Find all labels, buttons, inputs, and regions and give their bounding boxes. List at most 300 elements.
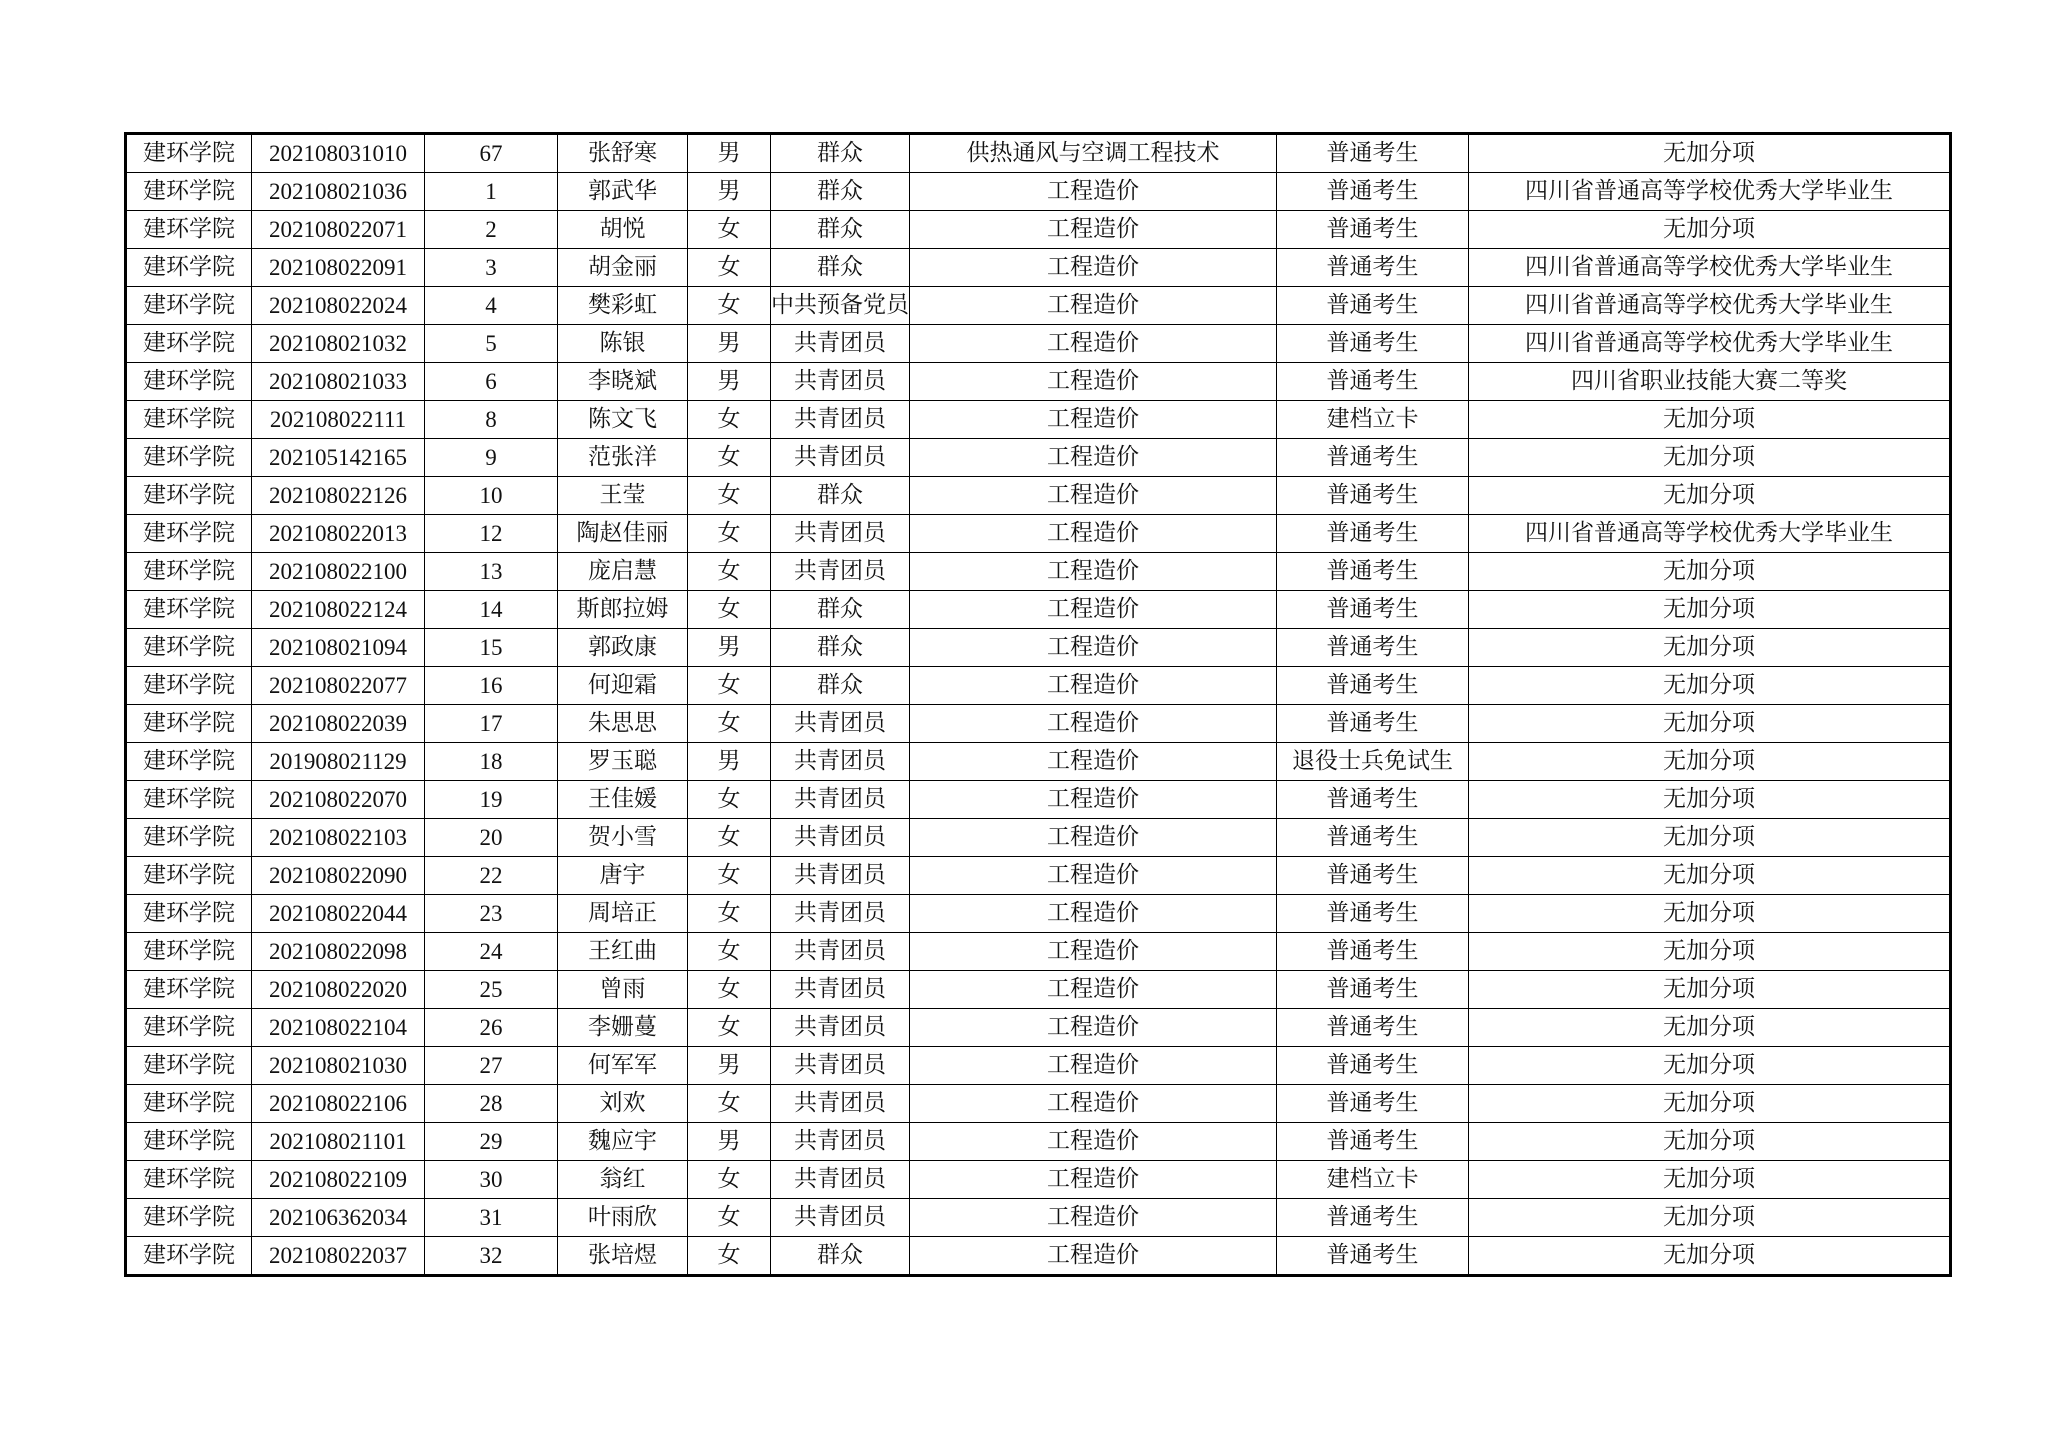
candidate-type-cell: 普通考生 [1277, 553, 1469, 591]
major-cell: 工程造价 [910, 1047, 1277, 1085]
college-cell: 建环学院 [126, 667, 252, 705]
student-id-cell: 202108022124 [252, 591, 425, 629]
gender-cell: 男 [688, 1047, 771, 1085]
name-cell: 周培正 [558, 895, 688, 933]
major-cell: 工程造价 [910, 819, 1277, 857]
bonus-item-cell: 四川省职业技能大赛二等奖 [1469, 363, 1951, 401]
table-row [126, 249, 1951, 287]
candidate-type-cell: 普通考生 [1277, 515, 1469, 553]
bonus-item-cell: 无加分项 [1469, 1085, 1951, 1123]
student-id-cell: 202108022024 [252, 287, 425, 325]
gender-cell: 女 [688, 895, 771, 933]
table-row [126, 743, 1951, 781]
political-status-cell: 共青团员 [771, 705, 910, 743]
table-row [126, 971, 1951, 1009]
table-row [126, 819, 1951, 857]
gender-cell: 女 [688, 933, 771, 971]
candidate-type-cell: 普通考生 [1277, 1085, 1469, 1123]
table-row [126, 591, 1951, 629]
candidate-type-cell: 普通考生 [1277, 477, 1469, 515]
bonus-item-cell: 无加分项 [1469, 781, 1951, 819]
gender-cell: 女 [688, 1085, 771, 1123]
bonus-item-cell: 无加分项 [1469, 971, 1951, 1009]
major-cell: 工程造价 [910, 515, 1277, 553]
college-cell: 建环学院 [126, 325, 252, 363]
political-status-cell: 共青团员 [771, 819, 910, 857]
name-cell: 罗玉聪 [558, 743, 688, 781]
college-cell: 建环学院 [126, 553, 252, 591]
political-status-cell: 共青团员 [771, 1047, 910, 1085]
table-row [126, 781, 1951, 819]
student-id-cell: 202108022077 [252, 667, 425, 705]
name-cell: 王红曲 [558, 933, 688, 971]
gender-cell: 女 [688, 781, 771, 819]
political-status-cell: 共青团员 [771, 439, 910, 477]
table-row [126, 211, 1951, 249]
candidate-type-cell: 普通考生 [1277, 1047, 1469, 1085]
bonus-item-cell: 无加分项 [1469, 667, 1951, 705]
rank-cell: 67 [425, 134, 558, 173]
political-status-cell: 群众 [771, 173, 910, 211]
major-cell: 工程造价 [910, 857, 1277, 895]
rank-cell: 10 [425, 477, 558, 515]
political-status-cell: 群众 [771, 591, 910, 629]
major-cell: 工程造价 [910, 591, 1277, 629]
political-status-cell: 共青团员 [771, 1199, 910, 1237]
candidate-type-cell: 普通考生 [1277, 439, 1469, 477]
political-status-cell: 共青团员 [771, 1085, 910, 1123]
table-row [126, 325, 1951, 363]
political-status-cell: 共青团员 [771, 401, 910, 439]
student-id-cell: 202108022070 [252, 781, 425, 819]
gender-cell: 男 [688, 629, 771, 667]
bonus-item-cell: 无加分项 [1469, 134, 1951, 173]
candidate-type-cell: 普通考生 [1277, 781, 1469, 819]
rank-cell: 23 [425, 895, 558, 933]
name-cell: 何军军 [558, 1047, 688, 1085]
student-id-cell: 202108022013 [252, 515, 425, 553]
major-cell: 工程造价 [910, 173, 1277, 211]
name-cell: 李晓斌 [558, 363, 688, 401]
name-cell: 唐宇 [558, 857, 688, 895]
rank-cell: 13 [425, 553, 558, 591]
name-cell: 陶赵佳丽 [558, 515, 688, 553]
bonus-item-cell: 无加分项 [1469, 591, 1951, 629]
rank-cell: 16 [425, 667, 558, 705]
gender-cell: 女 [688, 249, 771, 287]
college-cell: 建环学院 [126, 629, 252, 667]
gender-cell: 女 [688, 971, 771, 1009]
bonus-item-cell: 无加分项 [1469, 705, 1951, 743]
candidate-type-cell: 普通考生 [1277, 819, 1469, 857]
table-row [126, 1085, 1951, 1123]
name-cell: 王莹 [558, 477, 688, 515]
candidate-type-cell: 普通考生 [1277, 211, 1469, 249]
table-row [126, 553, 1951, 591]
student-id-cell: 202108021101 [252, 1123, 425, 1161]
major-cell: 工程造价 [910, 743, 1277, 781]
name-cell: 张培煜 [558, 1237, 688, 1276]
candidate-type-cell: 建档立卡 [1277, 401, 1469, 439]
student-id-cell: 202108022098 [252, 933, 425, 971]
candidate-type-cell: 普通考生 [1277, 134, 1469, 173]
table-row [126, 1123, 1951, 1161]
student-id-cell: 202108022039 [252, 705, 425, 743]
political-status-cell: 共青团员 [771, 895, 910, 933]
major-cell: 工程造价 [910, 705, 1277, 743]
gender-cell: 女 [688, 1009, 771, 1047]
rank-cell: 26 [425, 1009, 558, 1047]
gender-cell: 女 [688, 1161, 771, 1199]
student-id-cell: 202108022037 [252, 1237, 425, 1276]
major-cell: 工程造价 [910, 325, 1277, 363]
rank-cell: 1 [425, 173, 558, 211]
gender-cell: 男 [688, 325, 771, 363]
table-row [126, 933, 1951, 971]
college-cell: 建环学院 [126, 477, 252, 515]
table-row [126, 629, 1951, 667]
rank-cell: 25 [425, 971, 558, 1009]
table-row [126, 401, 1951, 439]
political-status-cell: 共青团员 [771, 1123, 910, 1161]
bonus-item-cell: 无加分项 [1469, 1047, 1951, 1085]
name-cell: 郭武华 [558, 173, 688, 211]
major-cell: 工程造价 [910, 553, 1277, 591]
rank-cell: 6 [425, 363, 558, 401]
student-id-cell: 202105142165 [252, 439, 425, 477]
student-id-cell: 202108031010 [252, 134, 425, 173]
table-row [126, 439, 1951, 477]
candidate-type-cell: 普通考生 [1277, 173, 1469, 211]
college-cell: 建环学院 [126, 857, 252, 895]
major-cell: 工程造价 [910, 1085, 1277, 1123]
political-status-cell: 共青团员 [771, 1009, 910, 1047]
major-cell: 供热通风与空调工程技术 [910, 134, 1277, 173]
rank-cell: 2 [425, 211, 558, 249]
major-cell: 工程造价 [910, 249, 1277, 287]
table-row [126, 515, 1951, 553]
college-cell: 建环学院 [126, 591, 252, 629]
student-id-cell: 202106362034 [252, 1199, 425, 1237]
college-cell: 建环学院 [126, 895, 252, 933]
major-cell: 工程造价 [910, 287, 1277, 325]
bonus-item-cell: 无加分项 [1469, 211, 1951, 249]
candidate-type-cell: 普通考生 [1277, 1123, 1469, 1161]
college-cell: 建环学院 [126, 1237, 252, 1276]
student-id-cell: 202108022109 [252, 1161, 425, 1199]
name-cell: 范张洋 [558, 439, 688, 477]
major-cell: 工程造价 [910, 1009, 1277, 1047]
rank-cell: 12 [425, 515, 558, 553]
name-cell: 胡悦 [558, 211, 688, 249]
political-status-cell: 群众 [771, 1237, 910, 1276]
bonus-item-cell: 无加分项 [1469, 933, 1951, 971]
name-cell: 叶雨欣 [558, 1199, 688, 1237]
name-cell: 庞启慧 [558, 553, 688, 591]
major-cell: 工程造价 [910, 1237, 1277, 1276]
candidate-type-cell: 普通考生 [1277, 1199, 1469, 1237]
college-cell: 建环学院 [126, 363, 252, 401]
gender-cell: 男 [688, 173, 771, 211]
student-id-cell: 202108022100 [252, 553, 425, 591]
political-status-cell: 共青团员 [771, 781, 910, 819]
student-id-cell: 202108022126 [252, 477, 425, 515]
college-cell: 建环学院 [126, 287, 252, 325]
political-status-cell: 群众 [771, 134, 910, 173]
candidate-type-cell: 普通考生 [1277, 971, 1469, 1009]
gender-cell: 女 [688, 477, 771, 515]
rank-cell: 8 [425, 401, 558, 439]
major-cell: 工程造价 [910, 1161, 1277, 1199]
name-cell: 魏应宇 [558, 1123, 688, 1161]
name-cell: 翁红 [558, 1161, 688, 1199]
bonus-item-cell: 无加分项 [1469, 629, 1951, 667]
gender-cell: 女 [688, 705, 771, 743]
political-status-cell: 共青团员 [771, 1161, 910, 1199]
table-row [126, 134, 1951, 173]
bonus-item-cell: 无加分项 [1469, 1161, 1951, 1199]
bonus-item-cell: 无加分项 [1469, 553, 1951, 591]
college-cell: 建环学院 [126, 134, 252, 173]
gender-cell: 女 [688, 439, 771, 477]
college-cell: 建环学院 [126, 1161, 252, 1199]
rank-cell: 14 [425, 591, 558, 629]
candidate-type-cell: 建档立卡 [1277, 1161, 1469, 1199]
bonus-item-cell: 无加分项 [1469, 1199, 1951, 1237]
rank-cell: 28 [425, 1085, 558, 1123]
candidate-type-cell: 退役士兵免试生 [1277, 743, 1469, 781]
major-cell: 工程造价 [910, 401, 1277, 439]
major-cell: 工程造价 [910, 667, 1277, 705]
student-id-cell: 202108021033 [252, 363, 425, 401]
rank-cell: 9 [425, 439, 558, 477]
rank-cell: 20 [425, 819, 558, 857]
candidate-type-cell: 普通考生 [1277, 667, 1469, 705]
gender-cell: 女 [688, 1199, 771, 1237]
political-status-cell: 共青团员 [771, 857, 910, 895]
college-cell: 建环学院 [126, 401, 252, 439]
college-cell: 建环学院 [126, 515, 252, 553]
candidate-type-cell: 普通考生 [1277, 933, 1469, 971]
name-cell: 胡金丽 [558, 249, 688, 287]
bonus-item-cell: 无加分项 [1469, 857, 1951, 895]
major-cell: 工程造价 [910, 933, 1277, 971]
candidate-type-cell: 普通考生 [1277, 363, 1469, 401]
gender-cell: 女 [688, 857, 771, 895]
gender-cell: 男 [688, 134, 771, 173]
gender-cell: 女 [688, 591, 771, 629]
rank-cell: 24 [425, 933, 558, 971]
college-cell: 建环学院 [126, 173, 252, 211]
candidate-type-cell: 普通考生 [1277, 1237, 1469, 1276]
political-status-cell: 共青团员 [771, 553, 910, 591]
rank-cell: 3 [425, 249, 558, 287]
gender-cell: 女 [688, 553, 771, 591]
rank-cell: 4 [425, 287, 558, 325]
rank-cell: 22 [425, 857, 558, 895]
table-body [126, 134, 1951, 1276]
name-cell: 斯郎拉姆 [558, 591, 688, 629]
political-status-cell: 中共预备党员 [771, 287, 910, 325]
candidate-type-cell: 普通考生 [1277, 705, 1469, 743]
college-cell: 建环学院 [126, 1199, 252, 1237]
table-row [126, 667, 1951, 705]
bonus-item-cell: 四川省普通高等学校优秀大学毕业生 [1469, 325, 1951, 363]
name-cell: 何迎霜 [558, 667, 688, 705]
college-cell: 建环学院 [126, 439, 252, 477]
table-row [126, 477, 1951, 515]
table-row [126, 363, 1951, 401]
student-id-cell: 202108022090 [252, 857, 425, 895]
candidate-type-cell: 普通考生 [1277, 287, 1469, 325]
student-list-table [124, 132, 1952, 1277]
name-cell: 张舒寒 [558, 134, 688, 173]
major-cell: 工程造价 [910, 477, 1277, 515]
college-cell: 建环学院 [126, 781, 252, 819]
rank-cell: 29 [425, 1123, 558, 1161]
major-cell: 工程造价 [910, 895, 1277, 933]
name-cell: 李姗蔓 [558, 1009, 688, 1047]
college-cell: 建环学院 [126, 971, 252, 1009]
bonus-item-cell: 四川省普通高等学校优秀大学毕业生 [1469, 173, 1951, 211]
candidate-type-cell: 普通考生 [1277, 629, 1469, 667]
student-id-cell: 202108022020 [252, 971, 425, 1009]
rank-cell: 19 [425, 781, 558, 819]
name-cell: 贺小雪 [558, 819, 688, 857]
bonus-item-cell: 四川省普通高等学校优秀大学毕业生 [1469, 515, 1951, 553]
gender-cell: 男 [688, 743, 771, 781]
bonus-item-cell: 无加分项 [1469, 477, 1951, 515]
major-cell: 工程造价 [910, 1199, 1277, 1237]
bonus-item-cell: 四川省普通高等学校优秀大学毕业生 [1469, 249, 1951, 287]
bonus-item-cell: 四川省普通高等学校优秀大学毕业生 [1469, 287, 1951, 325]
gender-cell: 男 [688, 1123, 771, 1161]
table-row [126, 895, 1951, 933]
table-row [126, 857, 1951, 895]
political-status-cell: 群众 [771, 249, 910, 287]
student-id-cell: 201908021129 [252, 743, 425, 781]
bonus-item-cell: 无加分项 [1469, 1123, 1951, 1161]
political-status-cell: 群众 [771, 667, 910, 705]
political-status-cell: 共青团员 [771, 363, 910, 401]
rank-cell: 5 [425, 325, 558, 363]
student-id-cell: 202108021094 [252, 629, 425, 667]
political-status-cell: 共青团员 [771, 515, 910, 553]
student-id-cell: 202108022103 [252, 819, 425, 857]
student-id-cell: 202108022106 [252, 1085, 425, 1123]
student-id-cell: 202108022071 [252, 211, 425, 249]
student-id-cell: 202108022044 [252, 895, 425, 933]
name-cell: 郭政康 [558, 629, 688, 667]
rank-cell: 15 [425, 629, 558, 667]
name-cell: 王佳媛 [558, 781, 688, 819]
table-row [126, 173, 1951, 211]
name-cell: 朱思思 [558, 705, 688, 743]
gender-cell: 女 [688, 211, 771, 249]
political-status-cell: 群众 [771, 477, 910, 515]
college-cell: 建环学院 [126, 1009, 252, 1047]
student-id-cell: 202108022104 [252, 1009, 425, 1047]
major-cell: 工程造价 [910, 363, 1277, 401]
college-cell: 建环学院 [126, 933, 252, 971]
political-status-cell: 共青团员 [771, 743, 910, 781]
college-cell: 建环学院 [126, 1085, 252, 1123]
rank-cell: 31 [425, 1199, 558, 1237]
name-cell: 刘欢 [558, 1085, 688, 1123]
major-cell: 工程造价 [910, 211, 1277, 249]
gender-cell: 女 [688, 401, 771, 439]
table-row [126, 1199, 1951, 1237]
gender-cell: 女 [688, 1237, 771, 1276]
political-status-cell: 共青团员 [771, 933, 910, 971]
candidate-type-cell: 普通考生 [1277, 325, 1469, 363]
gender-cell: 女 [688, 515, 771, 553]
table-row [126, 1009, 1951, 1047]
name-cell: 陈银 [558, 325, 688, 363]
candidate-type-cell: 普通考生 [1277, 249, 1469, 287]
rank-cell: 27 [425, 1047, 558, 1085]
bonus-item-cell: 无加分项 [1469, 743, 1951, 781]
rank-cell: 32 [425, 1237, 558, 1276]
name-cell: 樊彩虹 [558, 287, 688, 325]
college-cell: 建环学院 [126, 1047, 252, 1085]
student-id-cell: 202108021032 [252, 325, 425, 363]
gender-cell: 女 [688, 819, 771, 857]
college-cell: 建环学院 [126, 249, 252, 287]
major-cell: 工程造价 [910, 971, 1277, 1009]
table-row [126, 1047, 1951, 1085]
table-row [126, 705, 1951, 743]
major-cell: 工程造价 [910, 1123, 1277, 1161]
bonus-item-cell: 无加分项 [1469, 819, 1951, 857]
major-cell: 工程造价 [910, 439, 1277, 477]
student-id-cell: 202108021036 [252, 173, 425, 211]
student-id-cell: 202108021030 [252, 1047, 425, 1085]
rank-cell: 30 [425, 1161, 558, 1199]
college-cell: 建环学院 [126, 705, 252, 743]
student-id-cell: 202108022091 [252, 249, 425, 287]
rank-cell: 17 [425, 705, 558, 743]
bonus-item-cell: 无加分项 [1469, 439, 1951, 477]
political-status-cell: 共青团员 [771, 971, 910, 1009]
gender-cell: 女 [688, 667, 771, 705]
political-status-cell: 群众 [771, 211, 910, 249]
candidate-type-cell: 普通考生 [1277, 895, 1469, 933]
gender-cell: 女 [688, 287, 771, 325]
college-cell: 建环学院 [126, 211, 252, 249]
candidate-type-cell: 普通考生 [1277, 1009, 1469, 1047]
bonus-item-cell: 无加分项 [1469, 1009, 1951, 1047]
rank-cell: 18 [425, 743, 558, 781]
major-cell: 工程造价 [910, 629, 1277, 667]
college-cell: 建环学院 [126, 743, 252, 781]
college-cell: 建环学院 [126, 819, 252, 857]
table-row [126, 1237, 1951, 1276]
political-status-cell: 共青团员 [771, 325, 910, 363]
major-cell: 工程造价 [910, 781, 1277, 819]
name-cell: 陈文飞 [558, 401, 688, 439]
table-row [126, 1161, 1951, 1199]
candidate-type-cell: 普通考生 [1277, 591, 1469, 629]
bonus-item-cell: 无加分项 [1469, 895, 1951, 933]
gender-cell: 男 [688, 363, 771, 401]
college-cell: 建环学院 [126, 1123, 252, 1161]
bonus-item-cell: 无加分项 [1469, 1237, 1951, 1276]
political-status-cell: 群众 [771, 629, 910, 667]
name-cell: 曾雨 [558, 971, 688, 1009]
table-row [126, 287, 1951, 325]
bonus-item-cell: 无加分项 [1469, 401, 1951, 439]
